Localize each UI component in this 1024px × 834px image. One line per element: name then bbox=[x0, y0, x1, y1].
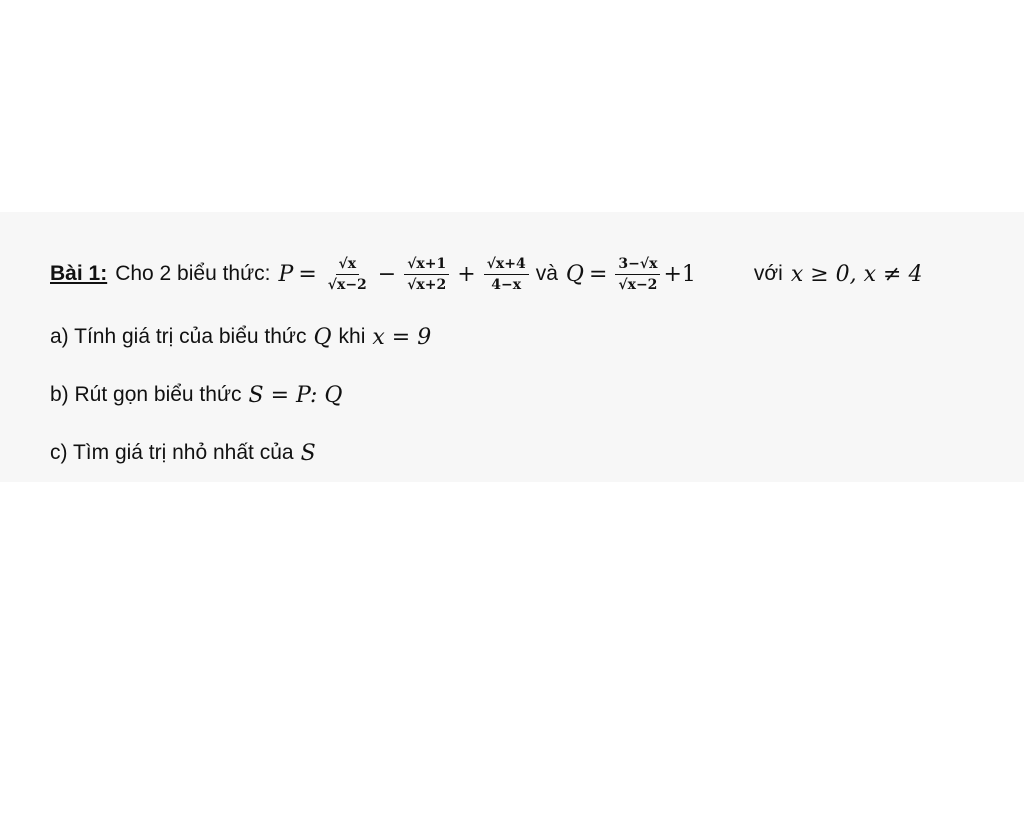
fraction-1-numerator: √x bbox=[336, 256, 360, 275]
fraction-2-denominator: √x+2 bbox=[407, 276, 447, 293]
plus-sign: + bbox=[457, 261, 476, 287]
equals-sign: = bbox=[298, 261, 317, 287]
part-b-text: b) Rút gọn biểu thức bbox=[50, 383, 242, 406]
part-a-text: a) Tính giá trị của biểu thức bbox=[50, 325, 307, 348]
fraction-2 bbox=[404, 256, 449, 293]
part-c-text: c) Tìm giá trị nhỏ nhất của bbox=[50, 441, 294, 464]
condition-word: với bbox=[753, 262, 783, 285]
part-b-expression: S = P: Q bbox=[248, 382, 343, 408]
part-a-variable: Q bbox=[313, 324, 332, 350]
fraction-q-numerator: 3−√x bbox=[615, 256, 660, 275]
part-c bbox=[50, 436, 316, 470]
condition-expression: x ≥ 0, x ≠ 4 bbox=[790, 261, 923, 287]
fraction-3-denominator: 4−x bbox=[491, 276, 522, 293]
part-a-when: khi bbox=[338, 325, 366, 348]
equals-sign-q: = bbox=[588, 261, 608, 287]
fraction-3-numerator: √x+4 bbox=[484, 256, 529, 275]
fraction-1-denominator: √x−2 bbox=[327, 276, 367, 293]
fraction-1 bbox=[325, 256, 370, 293]
plus-one: +1 bbox=[663, 261, 696, 287]
part-a bbox=[50, 320, 431, 354]
fraction-q bbox=[615, 256, 660, 293]
fraction-3 bbox=[484, 256, 529, 293]
part-a-expression: x = 9 bbox=[372, 324, 432, 350]
part-c-variable: S bbox=[300, 440, 316, 466]
p-variable: P bbox=[278, 261, 294, 287]
fraction-2-numerator: √x+1 bbox=[404, 256, 449, 275]
problem-statement bbox=[50, 243, 922, 305]
and-word: và bbox=[535, 262, 558, 285]
minus-sign: − bbox=[377, 261, 397, 287]
fraction-q-denominator: √x−2 bbox=[618, 276, 658, 293]
part-b bbox=[50, 378, 342, 412]
q-variable: Q bbox=[565, 261, 584, 287]
problem-intro: Cho 2 biểu thức: bbox=[115, 262, 271, 285]
problem-label: Bài 1: bbox=[50, 262, 108, 285]
